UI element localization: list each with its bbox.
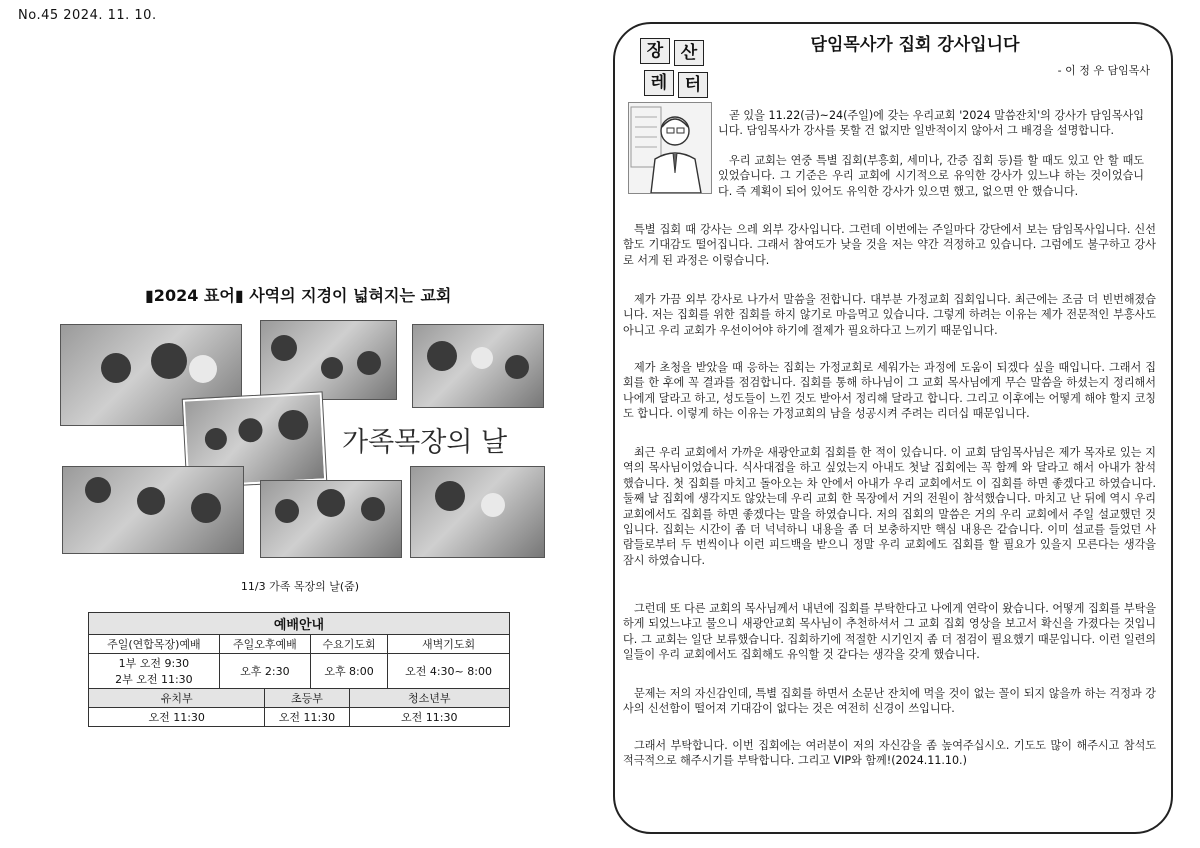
letter-paragraph: 그래서 부탁합니다. 이번 집회에는 여러분이 저의 자신감을 좀 높여주십시오. 기도도 많이 해주시고 참석도 적극적으로 해주시기를 부탁합니다. 그리고 VIP와 함께!(2024.11.10.) [623,739,1156,768]
worship-time-line: 2부 오전 11:30 [115,673,193,686]
worship-time: 오후 2:30 [219,654,310,689]
yearly-motto: ▮2024 표어▮ 사역의 지경이 넓혀지는 교회 [145,286,452,305]
letter-paragraph: 곧 있을 11.22(금)~24(주일)에 갖는 우리교회 '2024 말씀잔치'의 강사가 담임목사입니다. 담임목사가 강사를 못할 건 없지만 일반적이지 않아서 그 배경을 설명합니다. [718,109,1144,138]
letter-paragraph: 최근 우리 교회에서 가까운 새광안교회 집회를 한 적이 있습니다. 이 교회 담임목사님은 제가 목자로 있는 지역의 목사님이었습니다. 식사대접을 하고 싶었는지 아내도 첫날 집회에는 꼭 함께 와 달라고 해서 아내가 참석했습니다. 첫 집회를 마치고 돌아오는 차 안에서 아내가 우리 교회에서도 이 집회를 하면 좋겠다고 하였습니다. 둘째 날 집회에 생각지도 않았는데 우리 교회 한 목장에서 거의 전원이 참석했습니다. 마치고 난 뒤에 역시 우리 교회에서도 집회를 하면 좋겠다는 말을 하였습니다. 저의 집회의 말씀은 거의 우리 교회에서 주일 설교했던 것입니다. 집회는 시간이 좀 더 넉넉하니 내용을 좀 더 보충하지만 핵심 내용은 같습니다. 이미 설교를 들었던 사람들로부터 두 번씩이나 이런 피드백을 받으니 정말 우리 교회에도 집회를 할 필요가 있을지 모른다는 생각을 잠시 하였습니다. [623,446,1156,567]
worship-header: 주일(연합목장)예배 [89,635,220,654]
letter-author: - 이 정 우 담임목사 [1057,64,1150,77]
dept-time: 오전 11:30 [265,708,349,727]
worship-header: 새벽기도회 [388,635,510,654]
worship-header: 수요기도회 [310,635,387,654]
letter-paragraph: 제가 초청을 받았을 때 응하는 집회는 가정교회로 세워가는 과정에 도움이 되겠다 싶을 때입니다. 그래서 집회를 한 후에 꼭 결과를 점검합니다. 집회를 통해 하나님이 그 교회 목사님에게 무슨 말씀을 하셨는지 정리해서 나에게 달라고 하고, 성도들이 느낀 것도 받아서 정리해 달라고 합니다. 그리고 이후에는 어떻게 해야 할지 코칭도 합니다. 이렇게 하는 이유는 가정교회의 남을 성공시켜 주려는 리더십 때문입니다. [623,361,1156,421]
letter-paragraph: 제가 가끔 외부 강사로 나가서 말씀을 전합니다. 대부분 가정교회 집회입니다. 최근에는 조금 더 빈번해졌습니다. 저는 집회를 위한 집회를 하지 않기로 마음먹고 있습니다. 그렇게 하려는 이유는 제가 전문적인 부흥사도 아니고 우리 교회가 우선이어야 하기에 절제가 필요하다고 느끼기 때문입니다. [623,293,1156,337]
worship-header: 주일오후예배 [219,635,310,654]
badge-char: 장 [640,38,670,64]
dept-time: 오전 11:30 [89,708,265,727]
letter-paragraph: 그런데 또 다른 교회의 목사님께서 내년에 집회를 부탁한다고 나에게 연락이 왔습니다. 어떻게 집회를 부탁을 하게 되었느냐고 물으니 새광안교회 목사님이 추천하셔서 그 교회 집회 영상을 보고서 확신을 가졌다는 것입니다. 그 교회는 일단 보류했습니다. 집회하기에 적절한 시기인지 좀 더 점검이 필요했기 때문입니다. 이런 일련의 일들이 우리 교회에서도 집회해도 유익할 것 같다는 생각을 갖게 했습니다. [623,602,1156,662]
dept-time: 오전 11:30 [349,708,509,727]
worship-time [89,654,220,689]
badge-char: 산 [674,40,704,66]
letter-paragraph: 문제는 저의 자신감인데, 특별 집회를 하면서 소문난 잔치에 먹을 것이 없는 꼴이 되지 않을까 하는 걱정과 강사의 신선함이 떨어져 기대감이 없다는 것은 여전히 신경이 쓰입니다. [623,687,1156,716]
badge-char: 터 [678,72,708,98]
photo-caption: 11/3 가족 목장의 날(줌) [240,580,360,593]
letter-title: 담임목사가 집회 강사입니다 [810,35,1020,55]
photo-family-6 [410,466,545,558]
worship-time: 오전 4:30~ 8:00 [388,654,510,689]
letter-paragraph: 특별 집회 때 강사는 으레 외부 강사입니다. 그런데 이번에는 주일마다 강단에서 보는 담임목사입니다. 신선함도 기대감도 떨어집니다. 그래서 참여도가 낮을 것을 저는 약간 걱정하고 있습니다. 그럼에도 불구하고 강사로 서게 된 과정은 이렇습니다. [623,223,1156,267]
worship-time-line: 1부 오전 9:30 [118,657,190,670]
photo-family-2 [260,320,397,400]
worship-schedule-table [88,612,510,727]
photo-family-3 [412,324,544,408]
dept-header: 초등부 [265,689,349,708]
worship-time: 오후 8:00 [310,654,387,689]
dept-header: 청소년부 [349,689,509,708]
letter-paragraph: 우리 교회는 연중 특별 집회(부흥회, 세미나, 간증 집회 등)를 할 때도 있고 안 할 때도 있었습니다. 그 기준은 우리 교회에 시기적으로 유익한 강사가 있느냐 하는 것이었습니다. 즉 계획이 되어 있어도 유익한 강사가 있으면 했고, 없으면 안 했습니다. [718,154,1144,198]
dept-header: 유치부 [89,689,265,708]
photo-family-4 [62,466,244,554]
worship-table-title: 예배안내 [89,613,510,635]
issue-number: No.45 2024. 11. 10. [18,8,157,23]
pastor-portrait-icon [628,102,712,194]
family-day-title: 가족목장의 날 [342,427,508,458]
photo-family-5 [260,480,402,558]
badge-char: 레 [644,70,674,96]
